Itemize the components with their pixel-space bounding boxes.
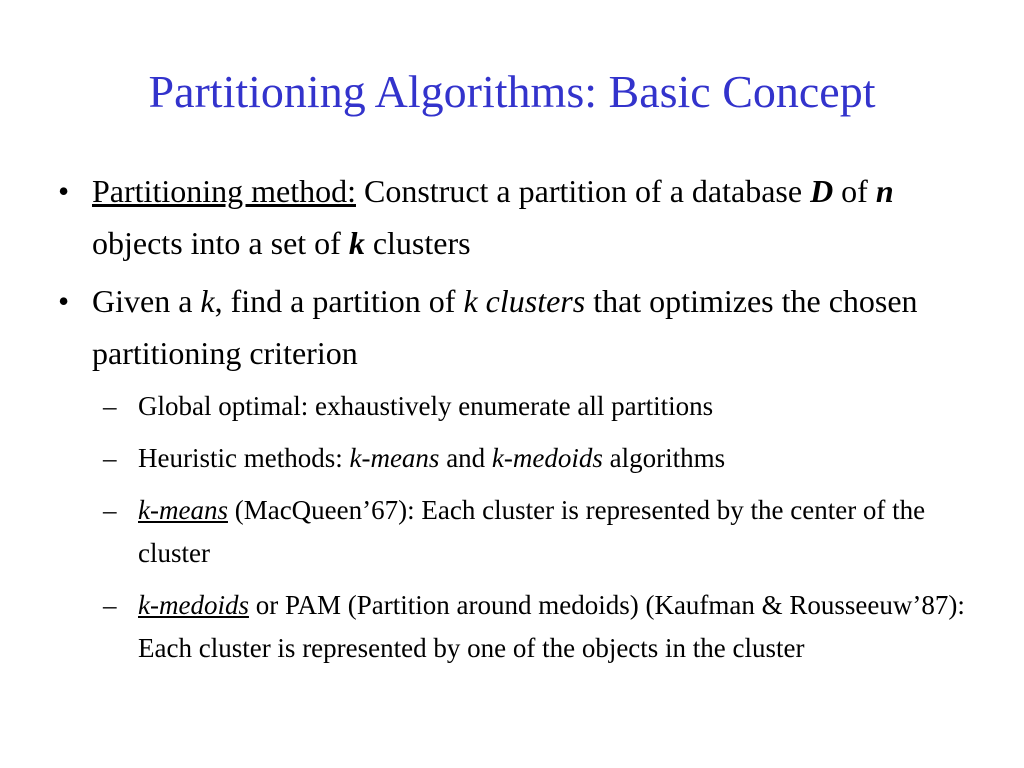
text: Heuristic methods:	[138, 443, 350, 473]
term-k-means: k-means	[138, 495, 228, 525]
bullet-list	[58, 165, 988, 679]
text: objects into a set of	[92, 225, 349, 261]
slide-title: Partitioning Algorithms: Basic Concept	[148, 66, 876, 117]
term-partitioning-method: Partitioning method:	[92, 173, 356, 209]
bullet-partitioning-method	[58, 165, 988, 269]
var-d: D	[810, 173, 834, 209]
bullet-given-k	[58, 275, 988, 379]
bullet-icon: •	[58, 173, 70, 209]
dash-icon: –	[103, 590, 117, 620]
text: Construct a partition of a database	[355, 173, 811, 209]
text: of	[833, 173, 876, 209]
text: Global optimal: exhaustively enumerate all partitions	[138, 391, 714, 421]
sub-bullet-global-optimal	[58, 385, 988, 428]
sub-bullet-k-means	[58, 489, 988, 575]
text: algorithms	[602, 443, 726, 473]
text: , find a partition of	[214, 283, 464, 319]
text: Given a	[92, 283, 201, 319]
dash-icon: –	[103, 495, 117, 525]
term-k-medoids: k-medoids	[491, 443, 603, 473]
text: clusters	[364, 225, 471, 261]
k-clusters: k clusters	[463, 283, 586, 319]
text: or PAM (Partition around medoids) (Kaufman & Rousseeuw’87): Each cluster is represented by one of the objects in the cluster	[138, 590, 965, 663]
text: that optimizes the chosen partitioning criterion	[92, 283, 918, 371]
sub-bullet-heuristic-methods	[58, 437, 988, 480]
term-k-medoids: k-medoids	[138, 590, 249, 620]
var-k: k	[348, 225, 365, 261]
var-n: n	[875, 173, 894, 209]
dash-icon: –	[103, 443, 117, 473]
bullet-icon: •	[58, 283, 70, 319]
sub-bullet-list	[58, 385, 988, 670]
text: and	[439, 443, 492, 473]
term-k-means: k-means	[349, 443, 440, 473]
text: (MacQueen’67): Each cluster is represented by the center of the cluster	[138, 495, 926, 568]
var-k: k	[200, 283, 215, 319]
sub-bullet-k-medoids	[58, 584, 988, 670]
dash-icon: –	[103, 391, 117, 421]
